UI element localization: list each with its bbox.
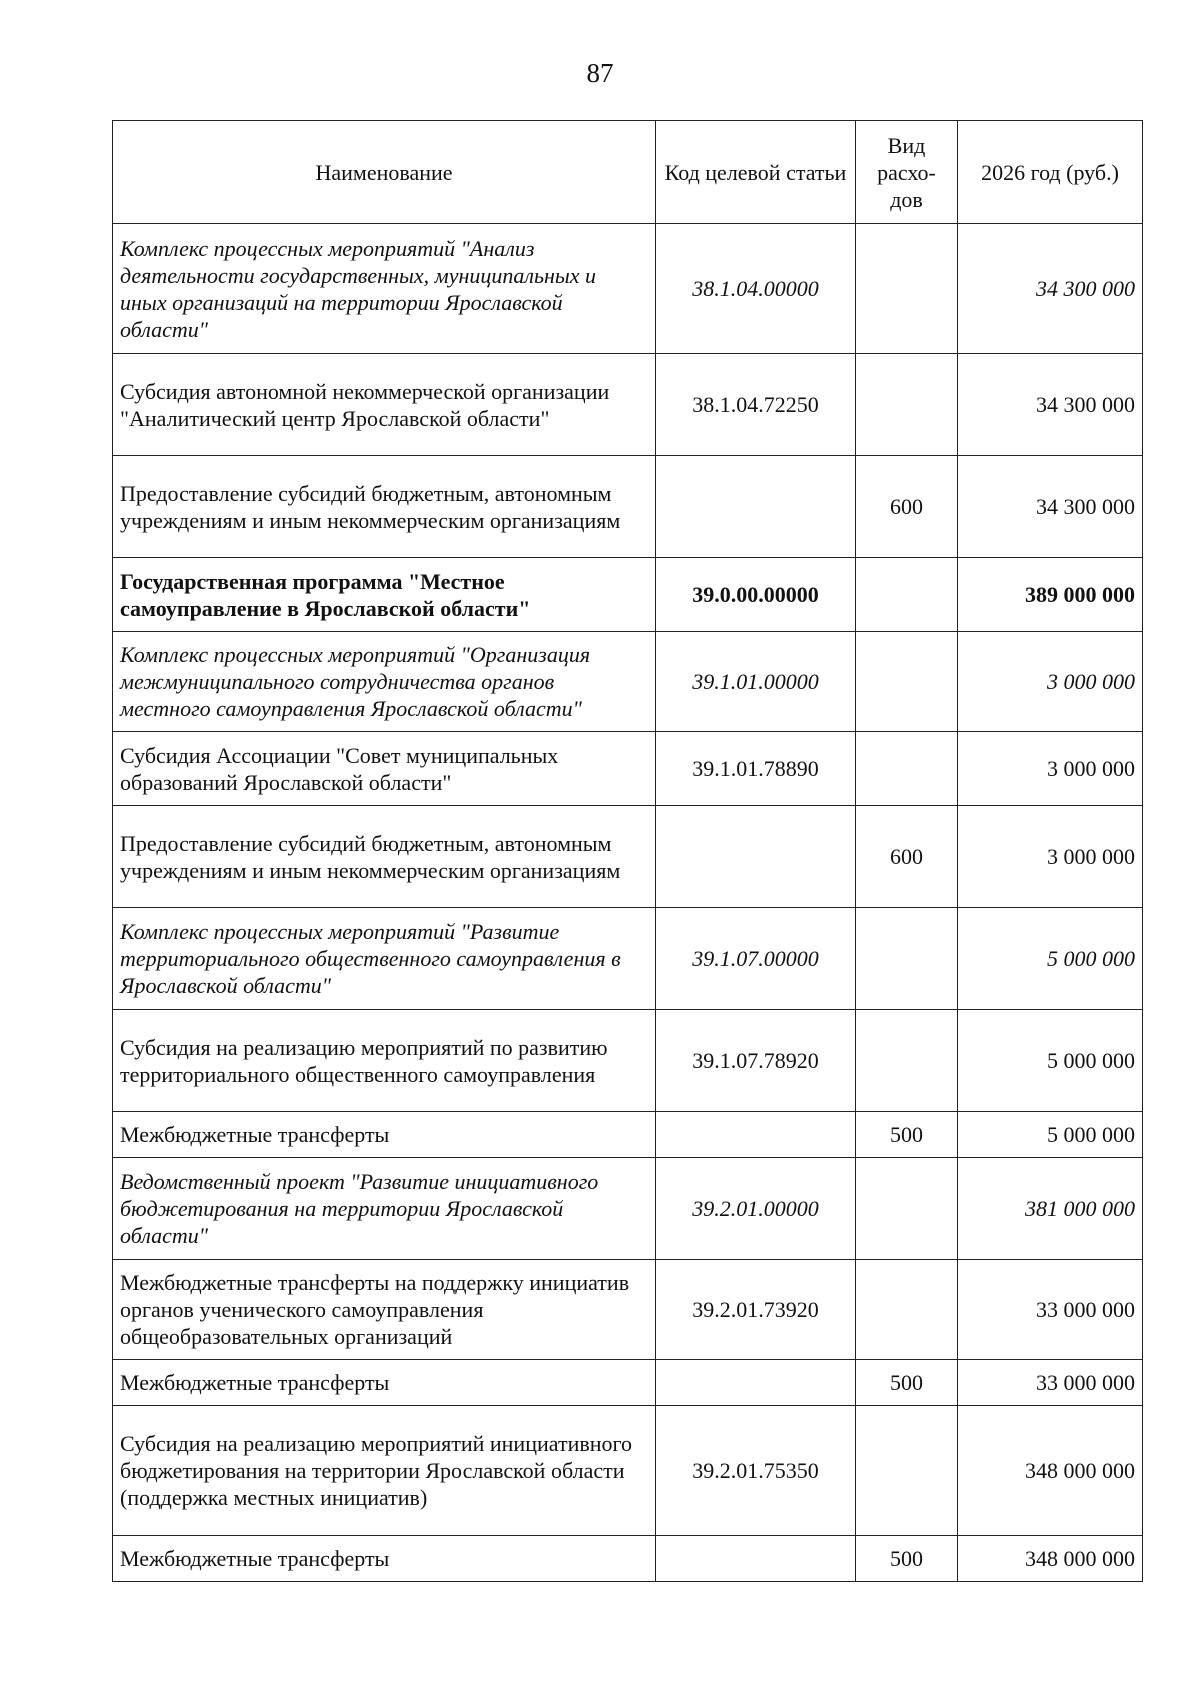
cell-kind [856, 354, 958, 456]
cell-name: Комплекс процессных мероприятий "Организация межмуниципального сотрудничества органов местного самоуправления Ярославской области" [113, 632, 656, 732]
cell-name: Межбюджетные трансферты [113, 1360, 656, 1406]
cell-kind: 600 [856, 806, 958, 908]
cell-name: Государственная программа "Местное самоуправление в Ярославской области" [113, 558, 656, 632]
header-kind: Вид расхо-дов [856, 121, 958, 224]
cell-code: 39.1.01.78890 [656, 732, 856, 806]
cell-kind: 500 [856, 1112, 958, 1158]
table-body [113, 224, 1143, 1582]
table-header [113, 121, 1143, 224]
cell-kind [856, 224, 958, 354]
cell-amount: 5 000 000 [958, 1112, 1143, 1158]
cell-code: 39.2.01.73920 [656, 1260, 856, 1360]
table-row [113, 558, 1143, 632]
cell-amount: 33 000 000 [958, 1360, 1143, 1406]
cell-code: 39.1.07.78920 [656, 1010, 856, 1112]
cell-amount: 3 000 000 [958, 632, 1143, 732]
cell-name: Субсидия на реализацию мероприятий инициативного бюджетирования на территории Ярославской области (поддержка местных инициатив) [113, 1406, 656, 1536]
cell-code: 39.2.01.75350 [656, 1406, 856, 1536]
table-row [113, 806, 1143, 908]
table-row [113, 732, 1143, 806]
cell-name: Межбюджетные трансферты [113, 1112, 656, 1158]
cell-amount: 5 000 000 [958, 908, 1143, 1010]
cell-code [656, 1112, 856, 1158]
table-row [113, 1260, 1143, 1360]
cell-name: Предоставление субсидий бюджетным, автономным учреждениям и иным некоммерческим организациям [113, 456, 656, 558]
cell-name: Субсидия Ассоциации "Совет муниципальных образований Ярославской области" [113, 732, 656, 806]
cell-amount: 34 300 000 [958, 456, 1143, 558]
budget-table [112, 120, 1143, 1582]
cell-amount: 389 000 000 [958, 558, 1143, 632]
cell-kind [856, 908, 958, 1010]
cell-code: 39.2.01.00000 [656, 1158, 856, 1260]
cell-kind: 600 [856, 456, 958, 558]
cell-kind [856, 1010, 958, 1112]
table-row [113, 224, 1143, 354]
table-row [113, 1158, 1143, 1260]
cell-amount: 348 000 000 [958, 1406, 1143, 1536]
cell-kind [856, 732, 958, 806]
cell-amount: 348 000 000 [958, 1536, 1143, 1582]
cell-amount: 3 000 000 [958, 806, 1143, 908]
cell-amount: 34 300 000 [958, 354, 1143, 456]
cell-amount: 34 300 000 [958, 224, 1143, 354]
cell-name: Комплекс процессных мероприятий "Развитие территориального общественного самоуправления в Ярославской области" [113, 908, 656, 1010]
cell-kind [856, 558, 958, 632]
cell-name: Комплекс процессных мероприятий "Анализ деятельности государственных, муниципальных и иных организаций на территории Ярославской области" [113, 224, 656, 354]
table-row [113, 456, 1143, 558]
cell-name: Предоставление субсидий бюджетным, автономным учреждениям и иным некоммерческим организациям [113, 806, 656, 908]
cell-code: 38.1.04.72250 [656, 354, 856, 456]
header-code: Код целевой статьи [656, 121, 856, 224]
cell-code: 39.0.00.00000 [656, 558, 856, 632]
cell-code: 38.1.04.00000 [656, 224, 856, 354]
cell-name: Межбюджетные трансферты [113, 1536, 656, 1582]
cell-code: 39.1.01.00000 [656, 632, 856, 732]
header-amount: 2026 год (руб.) [958, 121, 1143, 224]
table-row [113, 632, 1143, 732]
cell-name: Межбюджетные трансферты на поддержку инициатив органов ученического самоуправления общеобразовательных организаций [113, 1260, 656, 1360]
header-row [113, 121, 1143, 224]
cell-kind [856, 1158, 958, 1260]
cell-code [656, 1360, 856, 1406]
cell-kind [856, 1260, 958, 1360]
table-row [113, 1112, 1143, 1158]
table-row [113, 1010, 1143, 1112]
cell-amount: 5 000 000 [958, 1010, 1143, 1112]
cell-name: Субсидия на реализацию мероприятий по развитию территориального общественного самоуправления [113, 1010, 656, 1112]
table-row [113, 1536, 1143, 1582]
table-row [113, 1406, 1143, 1536]
cell-kind: 500 [856, 1536, 958, 1582]
cell-name: Субсидия автономной некоммерческой организации "Аналитический центр Ярославской области" [113, 354, 656, 456]
cell-name: Ведомственный проект "Развитие инициативного бюджетирования на территории Ярославской области" [113, 1158, 656, 1260]
cell-code [656, 456, 856, 558]
cell-kind [856, 632, 958, 732]
cell-amount: 33 000 000 [958, 1260, 1143, 1360]
page-number: 87 [586, 58, 614, 88]
table-row [113, 354, 1143, 456]
cell-kind: 500 [856, 1360, 958, 1406]
table-row [113, 908, 1143, 1010]
table-row [113, 1360, 1143, 1406]
header-name: Наименование [113, 121, 656, 224]
cell-kind [856, 1406, 958, 1536]
cell-code: 39.1.07.00000 [656, 908, 856, 1010]
cell-code [656, 1536, 856, 1582]
cell-code [656, 806, 856, 908]
cell-amount: 3 000 000 [958, 732, 1143, 806]
cell-amount: 381 000 000 [958, 1158, 1143, 1260]
